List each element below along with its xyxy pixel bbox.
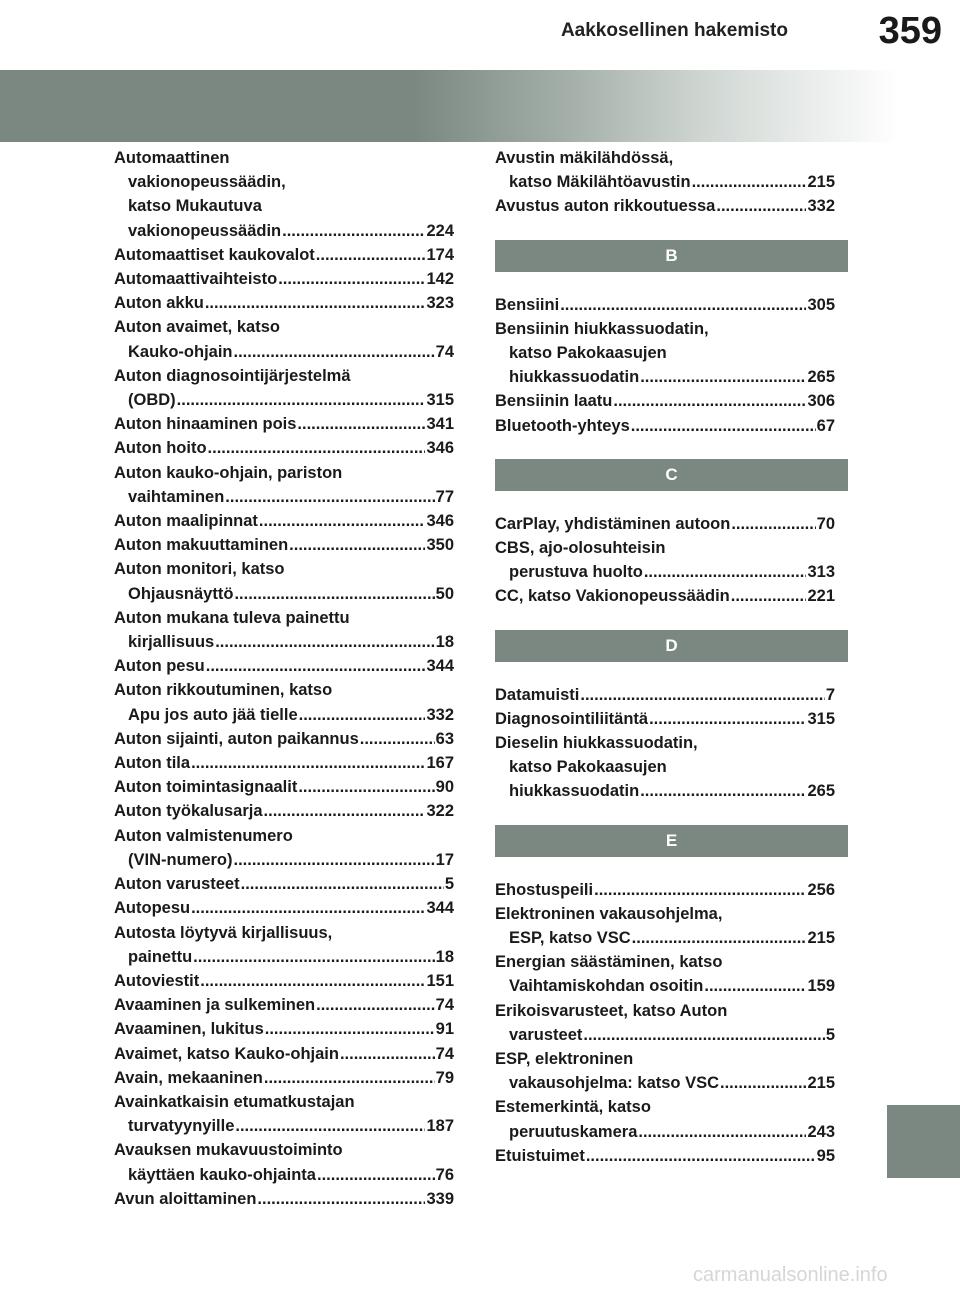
index-entry-line: Auton mukana tuleva painettu: [114, 608, 350, 627]
index-entry: [495, 584, 835, 608]
dot-leader: [234, 582, 434, 606]
index-entry-line: Auton rikkoutuminen, katso: [114, 681, 333, 700]
index-entry-row: [495, 1144, 835, 1168]
index-entry-row: [114, 243, 454, 267]
index-entry-row: [114, 509, 454, 533]
index-entry-row: [114, 751, 454, 775]
index-entry-row: [495, 584, 835, 608]
index-entry-row: [114, 1042, 454, 1066]
index-entry: [495, 317, 835, 390]
index-entry: [495, 1144, 835, 1168]
index-entry-row: [495, 365, 835, 389]
index-entry-term: Avustus auton rikkoutuessa: [495, 197, 716, 216]
dot-leader: [193, 945, 434, 969]
index-entry-page: 70: [816, 514, 835, 533]
letter-section-header: E: [495, 825, 848, 857]
index-column-left: [114, 146, 454, 1211]
index-entry-row: [495, 389, 835, 413]
index-entry-term: Kauko-ohjain: [128, 342, 233, 361]
index-entry-term: (OBD): [128, 391, 176, 410]
index-entry-term: Bensiinin laatu: [495, 392, 613, 411]
index-column-right: [495, 146, 835, 1168]
index-entry-page: 265: [807, 782, 835, 801]
index-entry-page: 315: [807, 709, 835, 728]
page-number: 359: [878, 10, 942, 52]
index-entry-term: Auton akku: [114, 294, 204, 313]
index-entry-row: [114, 630, 454, 654]
index-entry-term: hiukkassuodatin: [509, 782, 640, 801]
index-entry-row: [114, 1017, 454, 1041]
index-entry: [495, 1095, 835, 1143]
index-entry-row: [114, 1187, 454, 1211]
index-entry-term: Auton sijainti, auton paikannus: [114, 729, 359, 748]
dot-leader: [580, 683, 824, 707]
index-entry: [495, 878, 835, 902]
index-entry-page: 91: [435, 1020, 454, 1039]
page-header: [0, 0, 960, 70]
index-entry-term: kirjallisuus: [128, 633, 215, 652]
index-entry: [114, 267, 454, 291]
index-entry-line: Auton monitori, katso: [114, 560, 285, 579]
index-entry-line: katso Mukautuva: [128, 197, 262, 216]
index-entry-row: [114, 291, 454, 315]
index-entry-term: Auton hinaaminen pois: [114, 415, 297, 434]
index-entry-term: Vaihtamiskohdan osoitin: [509, 977, 704, 996]
index-entry: [114, 461, 454, 509]
dot-leader: [278, 267, 425, 291]
index-entry-term: Avun aloittaminen: [114, 1189, 257, 1208]
dot-leader: [259, 509, 426, 533]
index-entry: [114, 969, 454, 993]
watermark: carmanualsonline.info: [693, 1264, 888, 1286]
dot-leader: [282, 219, 425, 243]
index-entry-page: 215: [807, 173, 835, 192]
index-entry-line: Auton kauko-ohjain, pariston: [114, 463, 343, 482]
index-entry-page: 323: [426, 294, 454, 313]
index-entry-term: Auton tila: [114, 754, 191, 773]
index-entry-line: Avauksen mukavuustoiminto: [114, 1141, 343, 1160]
dot-leader: [644, 560, 807, 584]
header-title: Aakkosellinen hakemisto: [560, 20, 788, 41]
dot-leader: [594, 878, 806, 902]
index-entry: [495, 512, 835, 536]
dot-leader: [264, 799, 426, 823]
index-entry-row: [495, 926, 835, 950]
index-entry-row: [495, 512, 835, 536]
index-entry-line: Autosta löytyvä kirjallisuus,: [114, 923, 333, 942]
index-entry-term: Autoviestit: [114, 971, 200, 990]
index-entry: [114, 1042, 454, 1066]
index-entry-page: 159: [807, 977, 835, 996]
index-entry: [495, 707, 835, 731]
index-entry-term: Ehostuspeili: [495, 880, 594, 899]
index-entry-row: [114, 872, 454, 896]
index-entry-row: [495, 1023, 835, 1047]
index-entry-row: [114, 436, 454, 460]
index-entry-line: Bensiinin hiukkassuodatin,: [495, 319, 709, 338]
dot-leader: [720, 1071, 806, 1095]
index-entry-page: 224: [426, 221, 454, 240]
index-entry-row: [114, 1066, 454, 1090]
index-entry-page: 322: [426, 802, 454, 821]
index-entry-line: katso Pakokaasujen: [509, 344, 667, 363]
index-entry: [495, 950, 835, 998]
index-entry-page: 7: [825, 685, 835, 704]
index-entry: [114, 654, 454, 678]
dot-leader: [317, 1163, 435, 1187]
index-entry-page: 339: [426, 1189, 454, 1208]
index-entry-line: Energian säästäminen, katso: [495, 953, 723, 972]
index-entry: [495, 999, 835, 1047]
index-entry-term: perustuva huolto: [509, 563, 643, 582]
index-entry-page: 18: [435, 633, 454, 652]
index-entry-page: 77: [435, 487, 454, 506]
index-entry-term: Bensiini: [495, 295, 560, 314]
index-entry: [114, 243, 454, 267]
index-entry-term: turvatyynyille: [128, 1117, 235, 1136]
index-entry-term: peruutuskamera: [509, 1122, 638, 1141]
letter-section-header: B: [495, 240, 848, 272]
dot-leader: [340, 1042, 435, 1066]
index-entry-row: [495, 170, 835, 194]
index-entry-term: Automaattiset kaukovalot: [114, 245, 315, 264]
index-entry-page: 344: [426, 657, 454, 676]
index-entry-row: [114, 703, 454, 727]
index-entry-term: vakausohjelma: katso VSC: [509, 1074, 720, 1093]
index-entry-page: 341: [426, 415, 454, 434]
index-entry-page: 67: [816, 416, 835, 435]
index-entry: [114, 1090, 454, 1138]
index-entry-term: Auton toimintasignaalit: [114, 778, 298, 797]
dot-leader: [731, 584, 807, 608]
index-entry-line: Avainkatkaisin etumatkustajan: [114, 1092, 355, 1111]
dot-leader: [716, 194, 806, 218]
dot-leader: [583, 1023, 824, 1047]
dot-leader: [316, 993, 435, 1017]
index-entry-row: [495, 707, 835, 731]
index-entry: [114, 678, 454, 726]
index-entry: [114, 1066, 454, 1090]
index-entry: [114, 896, 454, 920]
index-entry-row: [495, 293, 835, 317]
index-entry-page: 256: [807, 880, 835, 899]
index-entry-page: 306: [807, 392, 835, 411]
index-entry-term: Auton työkalusarja: [114, 802, 263, 821]
index-entry-row: [495, 683, 835, 707]
index-entry-page: 74: [435, 342, 454, 361]
index-entry: [495, 146, 835, 194]
index-entry: [114, 824, 454, 872]
dot-leader: [215, 630, 434, 654]
index-entry-term: painettu: [128, 947, 193, 966]
index-entry-line: Elektroninen vakausohjelma,: [495, 904, 723, 923]
index-entry-term: vakionopeussäädin: [128, 221, 282, 240]
index-entry-page: 79: [435, 1068, 454, 1087]
index-entry-term: käyttäen kauko-ohjainta: [128, 1165, 316, 1184]
dot-leader: [264, 1066, 435, 1090]
index-entry: [495, 389, 835, 413]
index-entry-page: 5: [825, 1025, 835, 1044]
index-entry-row: [114, 799, 454, 823]
index-entry-row: [495, 974, 835, 998]
index-entry-line: Auton avaimet, katso: [114, 318, 280, 337]
dot-leader: [360, 727, 435, 751]
dot-leader: [206, 654, 426, 678]
dot-leader: [586, 1144, 816, 1168]
index-entry-page: 265: [807, 368, 835, 387]
dot-leader: [265, 1017, 435, 1041]
dot-leader: [241, 872, 444, 896]
index-entry-term: Auton pesu: [114, 657, 205, 676]
index-entry-page: 332: [426, 705, 454, 724]
index-entry: [114, 364, 454, 412]
dot-leader: [191, 751, 425, 775]
index-entry-term: Ohjausnäyttö: [128, 584, 234, 603]
index-entry-page: 95: [816, 1146, 835, 1165]
index-entry: [114, 872, 454, 896]
index-entry-line: Dieselin hiukkassuodatin,: [495, 734, 698, 753]
dot-leader: [177, 388, 426, 412]
index-entry-page: 90: [435, 778, 454, 797]
index-entry-row: [495, 779, 835, 803]
index-entry-row: [114, 1163, 454, 1187]
letter-section-header: C: [495, 459, 848, 491]
index-entry-page: 74: [435, 996, 454, 1015]
index-entry: [495, 1047, 835, 1095]
dot-leader: [298, 775, 434, 799]
index-entry-line: CBS, ajo-olosuhteisin: [495, 539, 666, 558]
dot-leader: [205, 291, 426, 315]
index-entry-page: 76: [435, 1165, 454, 1184]
index-entry-row: [114, 412, 454, 436]
index-entry-term: vaihtaminen: [128, 487, 225, 506]
index-entry-term: Avaaminen ja sulkeminen: [114, 996, 316, 1015]
index-entry: [114, 412, 454, 436]
index-entry-page: 315: [426, 391, 454, 410]
index-entry: [114, 727, 454, 751]
dot-leader: [632, 926, 807, 950]
index-entry-line: Auton valmistenumero: [114, 826, 293, 845]
section-thumb-tab: [887, 1105, 960, 1178]
index-entry: [114, 775, 454, 799]
index-entry: [114, 606, 454, 654]
index-entry-term: (VIN-numero): [128, 850, 233, 869]
index-entry-page: 174: [426, 245, 454, 264]
index-entry-term: Automaattivaihteisto: [114, 270, 278, 289]
index-entry-row: [495, 560, 835, 584]
index-entry-row: [114, 848, 454, 872]
index-entry: [114, 921, 454, 969]
header-gradient-band: [0, 70, 900, 142]
dot-leader: [692, 170, 807, 194]
index-entry: [495, 683, 835, 707]
index-entry-line: katso Pakokaasujen: [509, 758, 667, 777]
index-entry: [495, 902, 835, 950]
index-entry-page: 332: [807, 197, 835, 216]
index-entry: [114, 146, 454, 243]
index-entry-page: 63: [435, 729, 454, 748]
index-entry-term: Avaimet, katso Kauko-ohjain: [114, 1044, 339, 1063]
index-entry-row: [495, 1071, 835, 1095]
index-entry-page: 346: [426, 512, 454, 531]
index-entry: [495, 731, 835, 804]
index-entry-row: [114, 969, 454, 993]
index-entry-term: Auton hoito: [114, 439, 207, 458]
index-entry-term: hiukkassuodatin: [509, 368, 640, 387]
index-entry-line: Avustin mäkilähdössä,: [495, 149, 674, 167]
index-entry-term: Datamuisti: [495, 685, 580, 704]
dot-leader: [297, 412, 425, 436]
index-entry: [114, 291, 454, 315]
dot-leader: [731, 512, 815, 536]
index-entry-page: 5: [444, 875, 454, 894]
index-entry-page: 17: [435, 850, 454, 869]
index-entry-page: 142: [426, 270, 454, 289]
dot-leader: [257, 1187, 425, 1211]
index-entry-term: CarPlay, yhdistäminen autoon: [495, 514, 731, 533]
index-entry-row: [495, 414, 835, 438]
index-entry: [114, 799, 454, 823]
index-entry: [114, 436, 454, 460]
index-entry-page: 346: [426, 439, 454, 458]
index-entry-term: Auton varusteet: [114, 875, 240, 894]
index-entry-term: CC, katso Vakionopeussäädin: [495, 587, 730, 606]
index-entry-row: [114, 219, 454, 243]
index-entry-row: [114, 945, 454, 969]
index-entry: [114, 557, 454, 605]
index-entry-term: ESP, katso VSC: [509, 929, 631, 948]
index-entry-row: [114, 775, 454, 799]
index-entry-term: Diagnosointiliitäntä: [495, 709, 649, 728]
index-entry-row: [114, 654, 454, 678]
index-entry-row: [495, 878, 835, 902]
index-entry-row: [114, 896, 454, 920]
dot-leader: [560, 293, 806, 317]
index-entry-page: 344: [426, 899, 454, 918]
index-entry-row: [114, 533, 454, 557]
index-entry-page: 221: [807, 587, 835, 606]
index-entry-line: Auton diagnosointijärjestelmä: [114, 366, 351, 385]
index-entry-row: [495, 1120, 835, 1144]
index-entry: [114, 509, 454, 533]
index-entry: [114, 533, 454, 557]
dot-leader: [191, 896, 425, 920]
dot-leader: [640, 365, 806, 389]
index-entry: [114, 315, 454, 363]
index-entry-term: varusteet: [509, 1025, 583, 1044]
index-entry-page: 215: [807, 1074, 835, 1093]
index-entry-page: 74: [435, 1044, 454, 1063]
dot-leader: [208, 436, 426, 460]
index-entry-row: [114, 388, 454, 412]
index-entry-page: 151: [426, 971, 454, 990]
index-entry-line: Estemerkintä, katso: [495, 1098, 651, 1117]
dot-leader: [299, 703, 426, 727]
index-entry-term: Apu jos auto jää tielle: [128, 705, 298, 724]
index-entry-line: Automaattinen: [114, 149, 230, 167]
index-entry: [114, 751, 454, 775]
index-entry-term: Bluetooth-yhteys: [495, 416, 630, 435]
index-entry: [495, 414, 835, 438]
index-entry-term: Avain, mekaaninen: [114, 1068, 263, 1087]
index-entry-row: [114, 1114, 454, 1138]
index-entry-row: [114, 267, 454, 291]
index-entry: [495, 536, 835, 584]
index-entry: [114, 1138, 454, 1186]
index-entry-page: 215: [807, 929, 835, 948]
index-entry-term: Auton makuuttaminen: [114, 536, 289, 555]
index-entry-line: Erikoisvarusteet, katso Auton: [495, 1001, 728, 1020]
dot-leader: [638, 1120, 806, 1144]
dot-leader: [234, 340, 435, 364]
dot-leader: [234, 848, 435, 872]
index-entry-row: [114, 582, 454, 606]
index-entry-term: Autopesu: [114, 899, 191, 918]
index-entry-page: 313: [807, 563, 835, 582]
dot-leader: [235, 1114, 425, 1138]
index-entry-line: ESP, elektroninen: [495, 1050, 634, 1069]
index-entry-row: [495, 194, 835, 218]
index-entry-page: 167: [426, 754, 454, 773]
index-entry-page: 305: [807, 295, 835, 314]
index-entry-line: vakionopeussäädin,: [128, 173, 286, 192]
index-entry-row: [114, 485, 454, 509]
dot-leader: [640, 779, 806, 803]
dot-leader: [200, 969, 425, 993]
index-entry-row: [114, 340, 454, 364]
index-entry-term: Avaaminen, lukitus: [114, 1020, 264, 1039]
index-entry: [114, 1187, 454, 1211]
dot-leader: [649, 707, 806, 731]
letter-section-header: D: [495, 630, 848, 662]
index-entry-page: 18: [435, 947, 454, 966]
index-entry-page: 350: [426, 536, 454, 555]
index-entry-page: 187: [426, 1117, 454, 1136]
index-entry: [495, 194, 835, 218]
index-entry: [114, 1017, 454, 1041]
index-entry-term: katso Mäkilähtöavustin: [509, 173, 691, 192]
index-entry-page: 50: [435, 584, 454, 603]
dot-leader: [613, 389, 806, 413]
dot-leader: [704, 974, 806, 998]
index-entry: [114, 993, 454, 1017]
index-entry-row: [114, 993, 454, 1017]
dot-leader: [289, 533, 425, 557]
index-entry: [495, 293, 835, 317]
index-entry-term: Etuistuimet: [495, 1146, 585, 1165]
index-entry-page: 243: [807, 1122, 835, 1141]
index-entry-term: Auton maalipinnat: [114, 512, 258, 531]
dot-leader: [631, 414, 816, 438]
index-entry-row: [114, 727, 454, 751]
dot-leader: [316, 243, 426, 267]
dot-leader: [225, 485, 434, 509]
